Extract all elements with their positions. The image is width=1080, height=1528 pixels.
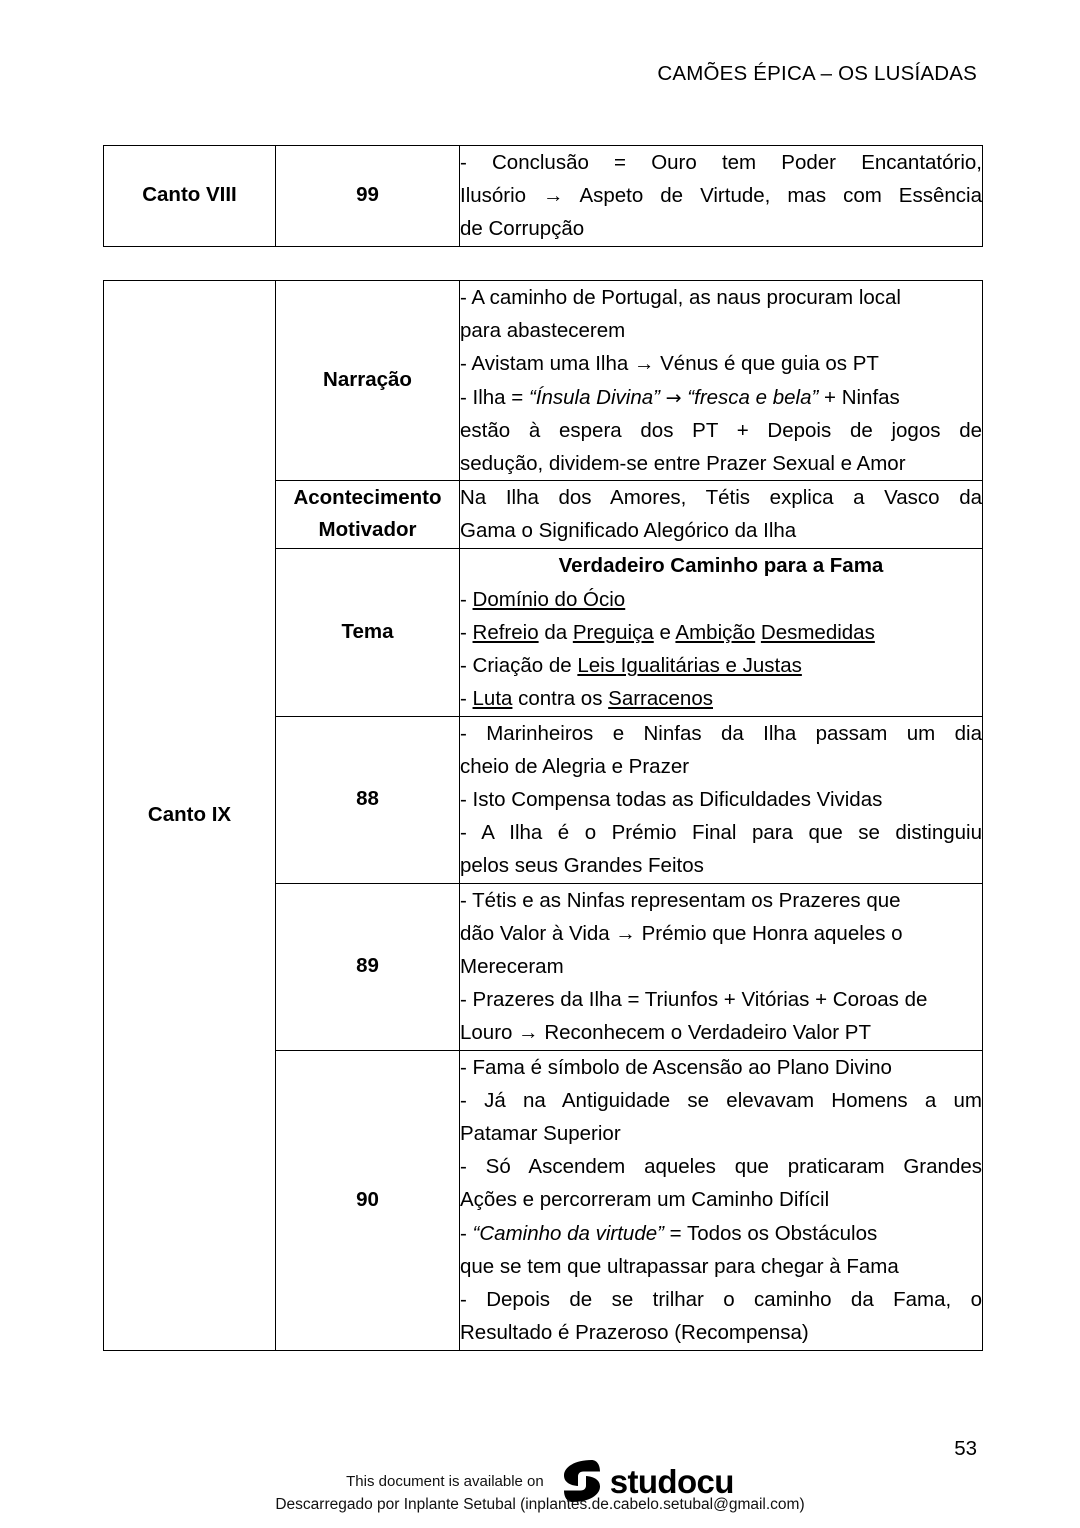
arrow-icon: → bbox=[665, 386, 682, 409]
row-body-88 bbox=[460, 716, 983, 883]
body-line: que se tem que ultrapassar para chegar à Fama bbox=[460, 1254, 899, 1278]
body-line: Patamar Superior bbox=[460, 1122, 621, 1146]
tema-bullet: - Refreio da Preguiça e Ambição Desmedidas bbox=[460, 621, 875, 645]
canto-ix-label: Canto IX bbox=[104, 281, 276, 1351]
row-label-line: Acontecimento bbox=[293, 485, 442, 509]
body-line: Louro → Reconhecem o Verdadeiro Valor PT bbox=[460, 1021, 871, 1045]
row-label-90: 90 bbox=[276, 1050, 460, 1350]
table-row-narracao bbox=[104, 281, 983, 481]
canto-viii-stanza: 99 bbox=[276, 146, 460, 247]
body-line-caminho-virtude: - “Caminho da virtude” = Todos os Obstáculos bbox=[460, 1221, 878, 1245]
quote-insula-divina: “Ínsula Divina” bbox=[528, 385, 660, 409]
body-line: - Prazeres da Ilha = Triunfos + Vitórias + Coroas de bbox=[460, 988, 928, 1012]
table-canto-ix bbox=[103, 280, 983, 1351]
row-body-narracao bbox=[460, 281, 983, 481]
body-line: - A caminho de Portugal, as naus procuram local bbox=[460, 286, 901, 309]
tema-underlined-term: Desmedidas bbox=[760, 621, 875, 645]
row-body-tema bbox=[460, 548, 983, 716]
body-line: dão Valor à Vida → Prémio que Honra aqueles o bbox=[460, 921, 903, 945]
download-note: Descarregado por Inplante Setubal (inplantes.de.cabelo.setubal@gmail.com) bbox=[275, 1496, 805, 1513]
body-line: - Já na Antiguidade se elevavam Homens a um bbox=[460, 1088, 982, 1112]
body-line: para abastecerem bbox=[460, 319, 626, 343]
row-label-narracao: Narração bbox=[276, 281, 460, 481]
row-body-90 bbox=[460, 1050, 983, 1350]
body-line: pelos seus Grandes Feitos bbox=[460, 854, 704, 878]
tema-underlined-term: Leis Igualitárias e Justas bbox=[577, 654, 802, 678]
tema-bullet: - Luta contra os Sarracenos bbox=[460, 687, 713, 711]
body-line: Ilusório → Aspeto de Virtude, mas com Essência bbox=[460, 184, 982, 208]
row-label-line: Motivador bbox=[318, 518, 417, 542]
tema-underlined-term: Domínio do Ócio bbox=[472, 587, 626, 611]
body-line: cheio de Alegria e Prazer bbox=[460, 754, 690, 778]
body-line: estão à espera dos PT + Depois de jogos de bbox=[460, 418, 982, 442]
tema-bullet: - Criação de Leis Igualitárias e Justas bbox=[460, 654, 802, 678]
body-line: - Fama é símbolo de Ascensão ao Plano Divino bbox=[460, 1055, 892, 1079]
row-body-89 bbox=[460, 883, 983, 1050]
body-line: - Isto Compensa todas as Dificuldades Vividas bbox=[460, 788, 883, 812]
page-header: CAMÕES ÉPICA – OS LUSÍADAS bbox=[657, 62, 977, 85]
tema-plain-text: Criação de bbox=[472, 654, 578, 678]
row-label-88: 88 bbox=[276, 716, 460, 883]
tema-plain-text: contra os bbox=[512, 687, 609, 711]
studocu-wordmark: studocu bbox=[609, 1462, 734, 1500]
body-line: - Depois de se trilhar o caminho da Fama, o bbox=[460, 1288, 982, 1312]
body-line: - Conclusão = Ouro tem Poder Encantatório, bbox=[460, 151, 982, 174]
tema-underlined-term: Luta bbox=[472, 687, 513, 711]
studocu-tagline: This document is available on bbox=[346, 1472, 544, 1490]
canto-viii-body bbox=[460, 146, 983, 247]
body-line: - Tétis e as Ninfas representam os Prazeres que bbox=[460, 888, 901, 912]
row-label-tema: Tema bbox=[276, 548, 460, 716]
body-line: Gama o Significado Alegórico da Ilha bbox=[460, 519, 797, 543]
row-body-acontecimento bbox=[460, 481, 983, 548]
canto-viii-label: Canto VIII bbox=[104, 146, 276, 247]
tema-underlined-term: Sarracenos bbox=[608, 687, 713, 711]
body-line: Ações e percorreram um Caminho Difícil bbox=[460, 1188, 830, 1212]
tema-underlined-term: Refreio bbox=[472, 621, 539, 645]
tema-underlined-term: Ambição bbox=[675, 621, 756, 645]
quote-fresca-bela: “fresca e bela” bbox=[687, 385, 819, 409]
tema-plain-text: da bbox=[538, 621, 573, 645]
table-canto-viii bbox=[103, 145, 983, 247]
page-number: 53 bbox=[954, 1437, 977, 1460]
body-line: - Marinheiros e Ninfas da Ilha passam um dia bbox=[460, 721, 982, 745]
body-line: - Só Ascendem aqueles que praticaram Grandes bbox=[460, 1155, 982, 1179]
body-line: Mereceram bbox=[460, 955, 564, 979]
body-line: Na Ilha dos Amores, Tétis explica a Vasco da bbox=[460, 486, 982, 510]
tema-underlined-term: Preguiça bbox=[572, 621, 654, 645]
body-line: - Avistam uma Ilha → Vénus é que guia os PT bbox=[460, 352, 879, 376]
body-line: sedução, dividem-se entre Prazer Sexual e Amor bbox=[460, 452, 906, 476]
row-label-89: 89 bbox=[276, 883, 460, 1050]
table-row bbox=[104, 146, 983, 247]
tema-plain-text: e bbox=[653, 621, 676, 645]
row-label-acontecimento bbox=[276, 481, 460, 548]
tema-title: Verdadeiro Caminho para a Fama bbox=[558, 553, 884, 577]
body-line: de Corrupção bbox=[460, 217, 585, 241]
tema-bullet: - Domínio do Ócio bbox=[460, 587, 626, 611]
body-line: - A Ilha é o Prémio Final para que se distinguiu bbox=[460, 821, 982, 845]
body-line-insula: - Ilha = “Ínsula Divina” → “fresca e bela” + Ninfas bbox=[460, 385, 900, 409]
body-line: Resultado é Prazeroso (Recompensa) bbox=[460, 1321, 809, 1345]
quote-caminho-da-virtude: “Caminho da virtude” bbox=[472, 1221, 664, 1245]
